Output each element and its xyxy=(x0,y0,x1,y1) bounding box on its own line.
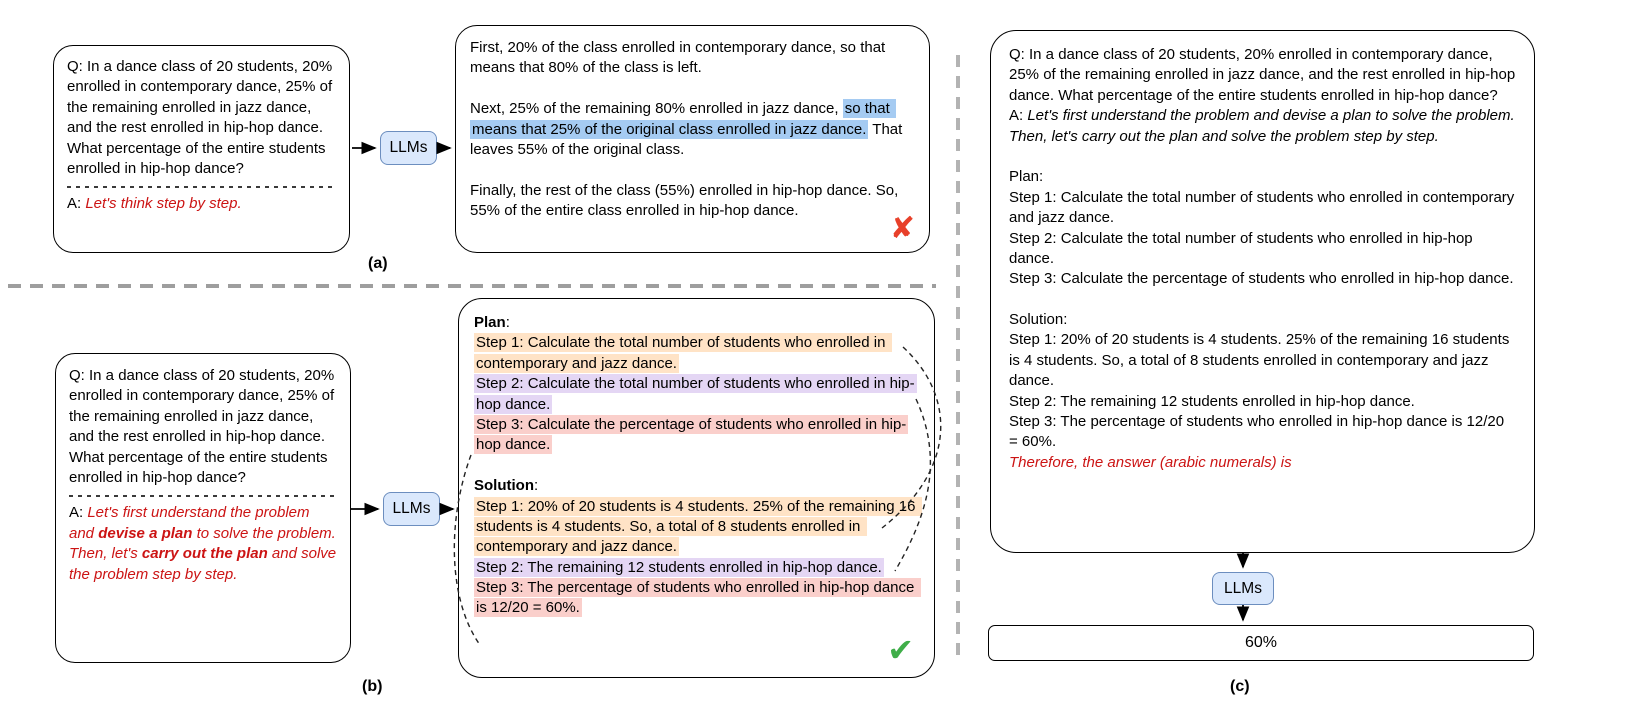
panel-b-plan-solution-text: Plan: Step 1: Calculate the total number of students who enrolled in contemporary and jazz dance. Step 2: Calculate the total number of students who enrolled in hip-hop dance. Step 3: Calculate the percentage of students who enrolled in hip-hop dance. Solution: Step 1: 20% of 20 students is 4 students. 25% of the remaining 16 students is 4 students. So, a total of 8 students enrolled in contemporary and jazz dance. Step 2: The remaining 12 students enrolled in hip-hop dance. Step 3: The percentage of students who enrolled in hip-hop dance is 12/20 = 60%. xyxy=(474,314,920,617)
answer-output-box xyxy=(988,625,1534,661)
panel-c-prompt-box xyxy=(990,30,1535,553)
divider-vertical xyxy=(956,55,960,655)
incorrect-mark-icon: ✘ xyxy=(889,212,915,246)
llm-box-a xyxy=(380,131,437,165)
panel-b-answer-trigger-text: A: Let's first understand the problem and devise a plan to solve the problem. Then, let's carry out the plan and solve the problem step by step. xyxy=(69,504,341,583)
panel-b-question-box xyxy=(55,353,351,663)
panel-c-prompt-text: Q: In a dance class of 20 students, 20% enrolled in contemporary dance, 25% of the remaining enrolled in jazz dance, and the rest enrolled in hip-hop dance. What percentage of the entire students enrolled in hip-hop dance? A: Let's first understand the problem and devise a plan to solve the problem. Then, let's carry out the plan and solve the problem step by step. Plan: Step 1: Calculate the total number of students who enrolled in contemporary and jazz dance. Step 2: Calculate the total number of students who enrolled in hip-hop dance. Step 3: Calculate the percentage of students who enrolled in hip-hop dance. Solution: Step 1: 20% of 20 students is 4 students. 25% of the remaining 16 students is 4 students. So, a total of 8 students enrolled in contemporary and jazz dance. Step 2: The remaining 12 students enrolled in hip-hop dance. Step 3: The percentage of students who enrolled in hip-hop dance is 12/20 = 60%. Therefore, the answer (arabic numerals) is xyxy=(1009,46,1520,471)
prompt-separator xyxy=(67,186,336,188)
llm-box-b xyxy=(383,492,440,526)
panel-a-response-box xyxy=(455,25,930,253)
panel-a-question-box xyxy=(53,45,350,253)
prompt-separator xyxy=(69,495,337,497)
panel-b-label: (b) xyxy=(362,678,383,695)
panel-a-label: (a) xyxy=(368,255,388,272)
llm-label: LLMs xyxy=(392,500,431,518)
answer-output-value: 60% xyxy=(1244,634,1278,652)
panel-a-response-text: First, 20% of the class enrolled in contemporary dance, so that means that 80% of the class is left. Next, 25% of the remaining 80% enrolled in jazz dance, so that means that 25% of the original class enrolled in jazz dance. That leaves 55% of the original class. Finally, the rest of the class (55%) enrolled in hip-hop dance. So, 55% of the entire class enrolled in hip-hop dance. xyxy=(470,39,907,220)
panel-a-answer-trigger-text: A: Let's think step by step. xyxy=(67,195,242,213)
correct-mark-icon: ✔ xyxy=(887,632,914,669)
llm-box-c xyxy=(1212,572,1274,605)
panel-b-plan-solution-box xyxy=(458,298,935,678)
llm-label: LLMs xyxy=(1224,579,1262,597)
panel-a-question-text: Q: In a dance class of 20 students, 20% enrolled in contemporary dance, 25% of the remaining enrolled in jazz dance, and the rest enrolled in hip-hop dance. What percentage of the entire students enrolled in hip-hop dance? xyxy=(67,58,337,177)
llm-label: LLMs xyxy=(389,139,428,157)
panel-c-label: (c) xyxy=(1230,678,1250,695)
panel-b-question-text: Q: In a dance class of 20 students, 20% enrolled in contemporary dance, 25% of the remaining enrolled in jazz dance, and the rest enrolled in hip-hop dance. What percentage of the entire students enrolled in hip-hop dance? xyxy=(69,367,339,486)
divider-horizontal xyxy=(8,284,936,288)
